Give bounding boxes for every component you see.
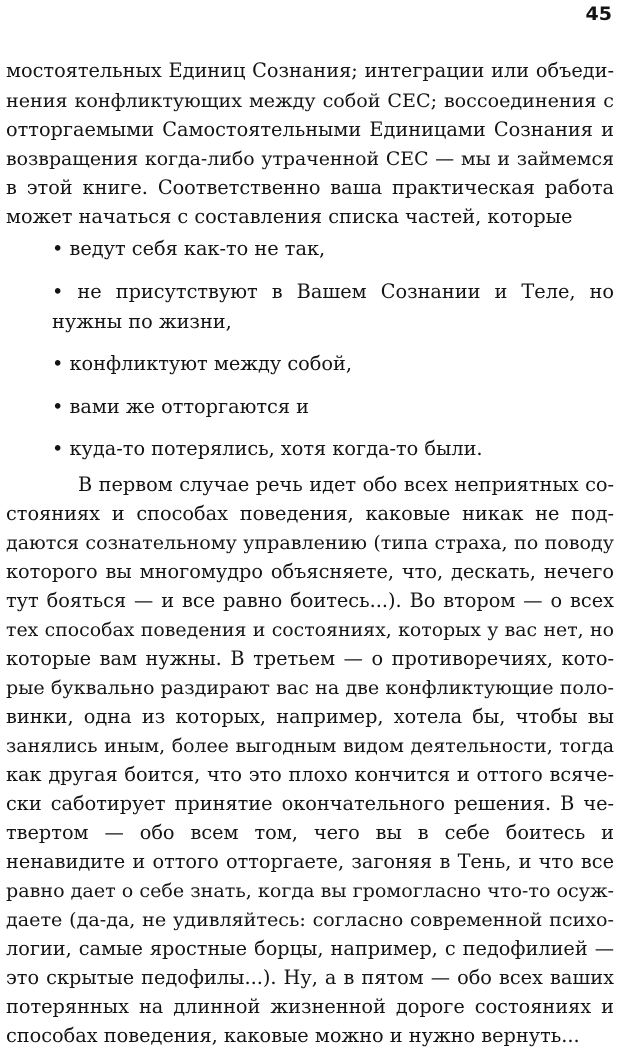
text-line: стояниях и способах поведения, каковые никак не под- <box>6 502 614 525</box>
text-line: равно дает о себе знать, когда вы громогласно что-то осуж- <box>6 879 614 902</box>
text-line: которые вам нужны. В третьем — о противоречиях, кото- <box>6 647 614 670</box>
text-line: В первом случае речь идет обо всех неприятных со- <box>78 473 614 496</box>
text-line: возвращения когда-либо утраченной СЕС — мы и займемся <box>6 148 614 170</box>
text-line: в этой книге. Соответственно ваша практическая работа <box>6 176 614 199</box>
bullet-item: • вами же отторгаются и <box>52 395 309 418</box>
text-line: нения конфликтующих между собой СЕС; воссоединения с <box>6 89 614 112</box>
text-line: которого вы многомудро объясняете, что, дескать, нечего <box>6 560 614 583</box>
text-line: как другая боится, что это плохо кончится и оттого всяче- <box>6 763 614 786</box>
text-line: даете (да-да, не удивляйтесь: согласно современной психо- <box>6 908 614 931</box>
text-line: даются сознательному управлению (типа страха, по поводу <box>6 531 614 554</box>
text-line: мостоятельных Единиц Сознания; интеграции или объеди- <box>6 59 614 82</box>
text-line: отторгаемыми Самостоятельными Единицами Сознания и <box>6 118 614 141</box>
text-line: ненавидите и оттого отторгаете, загоняя в Тень, и что все <box>6 850 614 873</box>
bullet-item: • конфликтуют между собой, <box>52 352 352 375</box>
text-line: может начаться с составления списка частей, которые <box>6 205 573 228</box>
bullet-item-continuation: нужны по жизни, <box>52 310 232 333</box>
text-line: потерянных на длинной жизненной дороге состояниях и <box>6 995 614 1018</box>
bullet-item: • куда-то потерялись, хотя когда-то были. <box>52 437 483 460</box>
text-line: занялись иным, более выгодным видом деятельности, тогда <box>6 735 614 757</box>
text-line: ски саботирует принятие окончательного решения. В че- <box>6 792 614 815</box>
bullet-item: • ведут себя как-то не так, <box>52 237 326 260</box>
text-line: рые буквально раздирают вас на две конфликтующие поло- <box>6 676 614 699</box>
text-line: винки, одна из которых, например, хотела бы, чтобы вы <box>6 705 614 728</box>
text-line: способах поведения, каковые можно и нужно вернуть... <box>6 1024 580 1047</box>
page-number: 45 <box>585 3 612 25</box>
text-line: тех способах поведения и состояниях, которых у вас нет, но <box>6 619 614 641</box>
text-line: тут бояться — и все равно боитесь...). Во втором — о всех <box>6 589 614 612</box>
bullet-item: • не присутствуют в Вашем Сознании и Теле, но <box>52 280 614 303</box>
text-line: это скрытые педофилы...). Ну, а в пятом — обо всех ваших <box>6 966 614 989</box>
text-line: твертом — обо всем том, чего вы в себе боитесь и <box>6 821 614 844</box>
text-line: логии, самые яростные борцы, например, с педофилией — <box>6 937 614 960</box>
